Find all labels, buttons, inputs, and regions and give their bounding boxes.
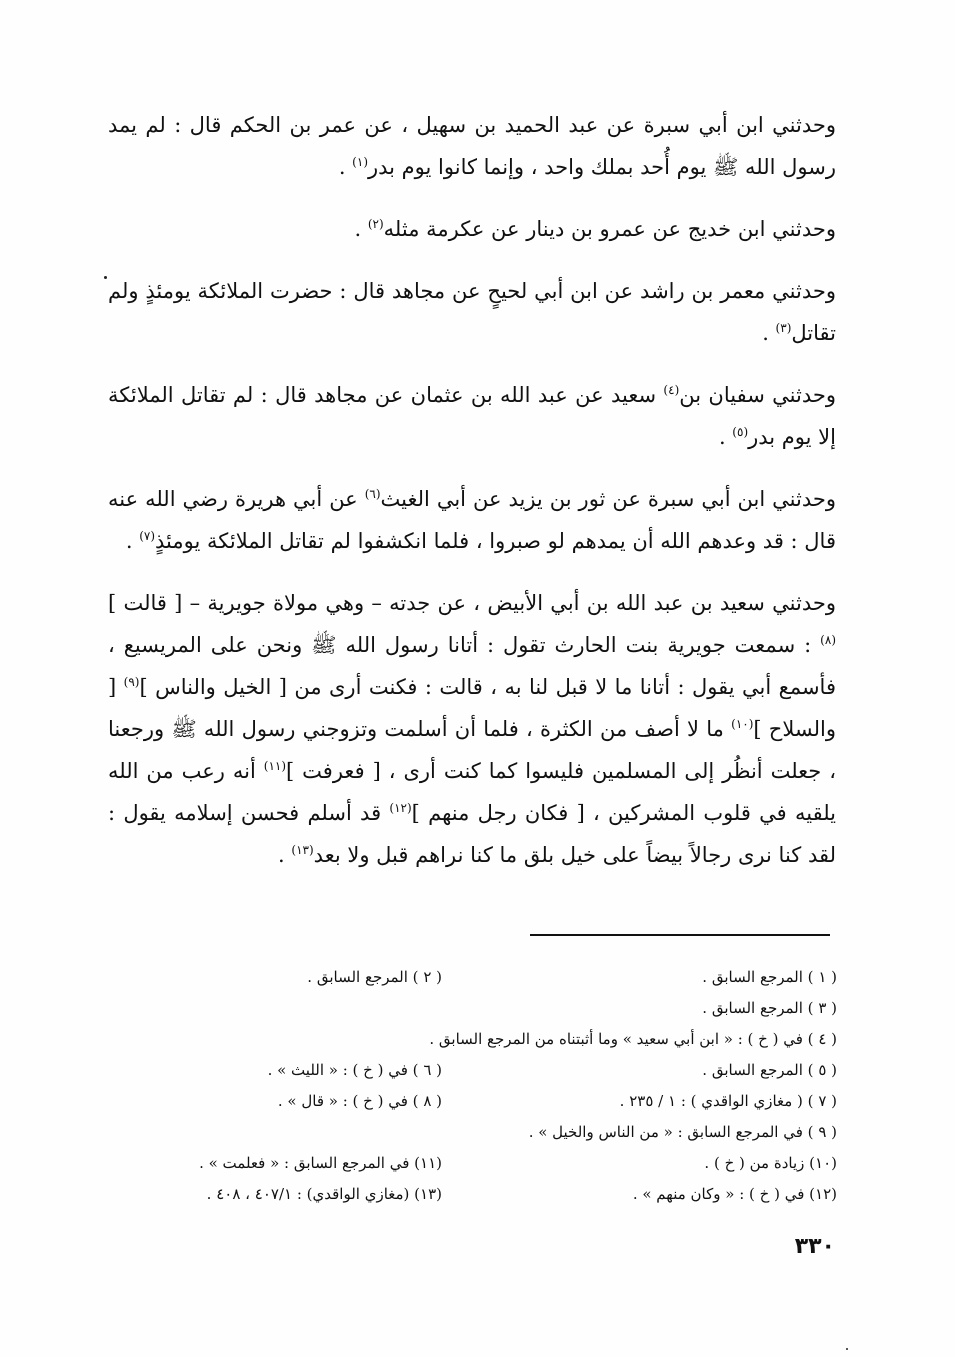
footnote-row [107, 1148, 837, 1179]
footnote-separator [530, 934, 830, 936]
footnote-ref: (١٠) [731, 717, 754, 731]
footnote-ref: (٦) [364, 487, 381, 501]
footnote-row [107, 1024, 837, 1055]
paragraph-1 [108, 104, 836, 188]
footnotes [107, 962, 837, 1210]
footnote-13: (١٣) (مغازي الواقدي) : ٤٠٧/١ ، ٤٠٨ . [206, 1185, 442, 1203]
footnote-6: ( ٦ ) في ( خ ) : « الليث » . [267, 1061, 442, 1079]
footnote-ref: (١٣) [291, 843, 314, 857]
paragraph-3 [108, 270, 836, 354]
paragraph-text: . [125, 529, 140, 553]
footnote-ref: (٥) [732, 425, 749, 439]
footnote-ref: (٧) [139, 529, 156, 543]
scan-speck [846, 1348, 848, 1350]
footnote-7: ( ٧ ) ( مغازي الواقدي ) : ١ / ٢٣٥ . [619, 1092, 837, 1110]
footnote-row [107, 1117, 837, 1148]
footnote-row [107, 962, 837, 993]
footnote-ref: (١) [352, 155, 368, 169]
paragraph-4 [108, 374, 836, 458]
paragraph-text: . [338, 155, 353, 179]
paragraph-text: وحدثني سعيد بن عبد الله بن أبي الأبيض ، عن جدته – وهي مولاة جويرية – [ قالت ] [108, 591, 836, 615]
main-text [108, 104, 836, 896]
footnote-ref: (١٢) [389, 801, 412, 815]
footnote-ref: (١١) [263, 759, 287, 773]
footnote-row [107, 1086, 837, 1117]
paragraph-text: وحدثني ابن أبي سبرة عن عبد الحميد بن سهيل ، عن عمر بن الحكم قال : لم يمد رسول الله ﷺ يوم أُحد بملك واحد ، وإنما كانوا يوم بدر [108, 113, 836, 179]
footnote-9: ( ٩ ) في المرجع السابق : « من الناس والخيل » . [528, 1123, 837, 1141]
paragraph-text: وحدثني ابن أبي سبرة عن ثور بن يزيد عن أبي الغيث [380, 487, 836, 511]
paragraph-text: [ والسلاح ] [108, 675, 836, 741]
footnote-row [107, 993, 837, 1024]
paragraph-text: . [718, 425, 733, 449]
footnote-12: (١٢) في ( خ ) : « وكان منهم » . [632, 1185, 837, 1203]
paragraph-text: . [278, 843, 292, 867]
paragraph-text: وحدثني سفيان بن [679, 383, 837, 407]
footnote-ref: (٨) [820, 633, 836, 647]
footnote-ref: (٩) [123, 675, 140, 689]
paragraph-text: وحدثني معمر بن راشد عن ابن أبي لحيحٍ عن مجاهد قال : حضرت الملائكة يومئذٍ ولم تقاتل [108, 279, 836, 345]
page-number: ٣٣٠ [794, 1234, 835, 1259]
footnote-5: ( ٥ ) المرجع السابق . [702, 1061, 837, 1079]
footnote-ref: (٢) [367, 217, 384, 231]
footnote-8: ( ٨ ) في ( خ ) : « قال » . [277, 1092, 442, 1110]
paragraph-text: . [762, 321, 776, 345]
footnote-row [107, 1055, 837, 1086]
footnote-ref: (٣) [775, 321, 792, 335]
paragraph-text: : سمعت جويرية بنت الحارث تقول : أتانا رسول الله ﷺ ونحن على المريسيع ، فأسمع أبي يقول : أتانا ما لا قبل لنا به ، قالت : فكنت أرى من [ الخيل والناس ] [108, 633, 836, 699]
paragraph-6 [108, 582, 836, 876]
footnote-11: (١١) في المرجع السابق : « فعلمت » . [199, 1154, 442, 1172]
footnote-row [107, 1179, 837, 1210]
footnote-4: ( ٤ ) في ( خ ) : « ابن أبي سعيد » وما أثبتناه من المرجع السابق . [429, 1030, 837, 1048]
paragraph-text: وحدثني ابن خديج عن عمرو بن دينار عن عكرمة مثله [383, 217, 836, 241]
paragraph-text: . [354, 217, 368, 241]
paragraph-2 [108, 208, 836, 250]
footnote-10: (١٠) زيادة من ( خ ) . [704, 1154, 837, 1172]
footnote-1: ( ١ ) المرجع السابق . [702, 968, 837, 986]
paragraph-text: أنه رعب من الله يلقيه في قلوب المشركين ، [ فكان رجل منهم ] [108, 759, 836, 825]
footnote-2: ( ٢ ) المرجع السابق . [307, 968, 442, 986]
footnote-3: ( ٣ ) المرجع السابق . [702, 999, 837, 1017]
footnote-ref: (٤) [663, 383, 680, 397]
scan-speck [104, 276, 107, 279]
paragraph-text: عن أبي هريرة رضي الله عنه قال : قد وعدهم الله أن يمدهم لو صبروا ، فلما انكشفوا لم تقاتل الملائكة يومئذٍ [108, 487, 836, 553]
paragraph-5 [108, 478, 836, 562]
paragraph-text: ما لا أصف من الكثرة ، فلما أن أسلمت وتزوجني رسول الله ﷺ ورجعنا ، جعلت أنظُر إلى المسلمين فليسوا كما كنت أرى ، [ فعرفت ] [108, 717, 837, 783]
paragraph-text: قد أسلم فحسن إسلامه يقول : لقد كنا نرى رجالاً بيضاً على خيل بلق ما كنا نراهم قبل ولا بعد [108, 801, 836, 867]
paragraph-text: سعيد عن عبد الله بن عثمان عن مجاهد قال : لم تقاتل الملائكة إلا يوم بدر [108, 383, 836, 449]
